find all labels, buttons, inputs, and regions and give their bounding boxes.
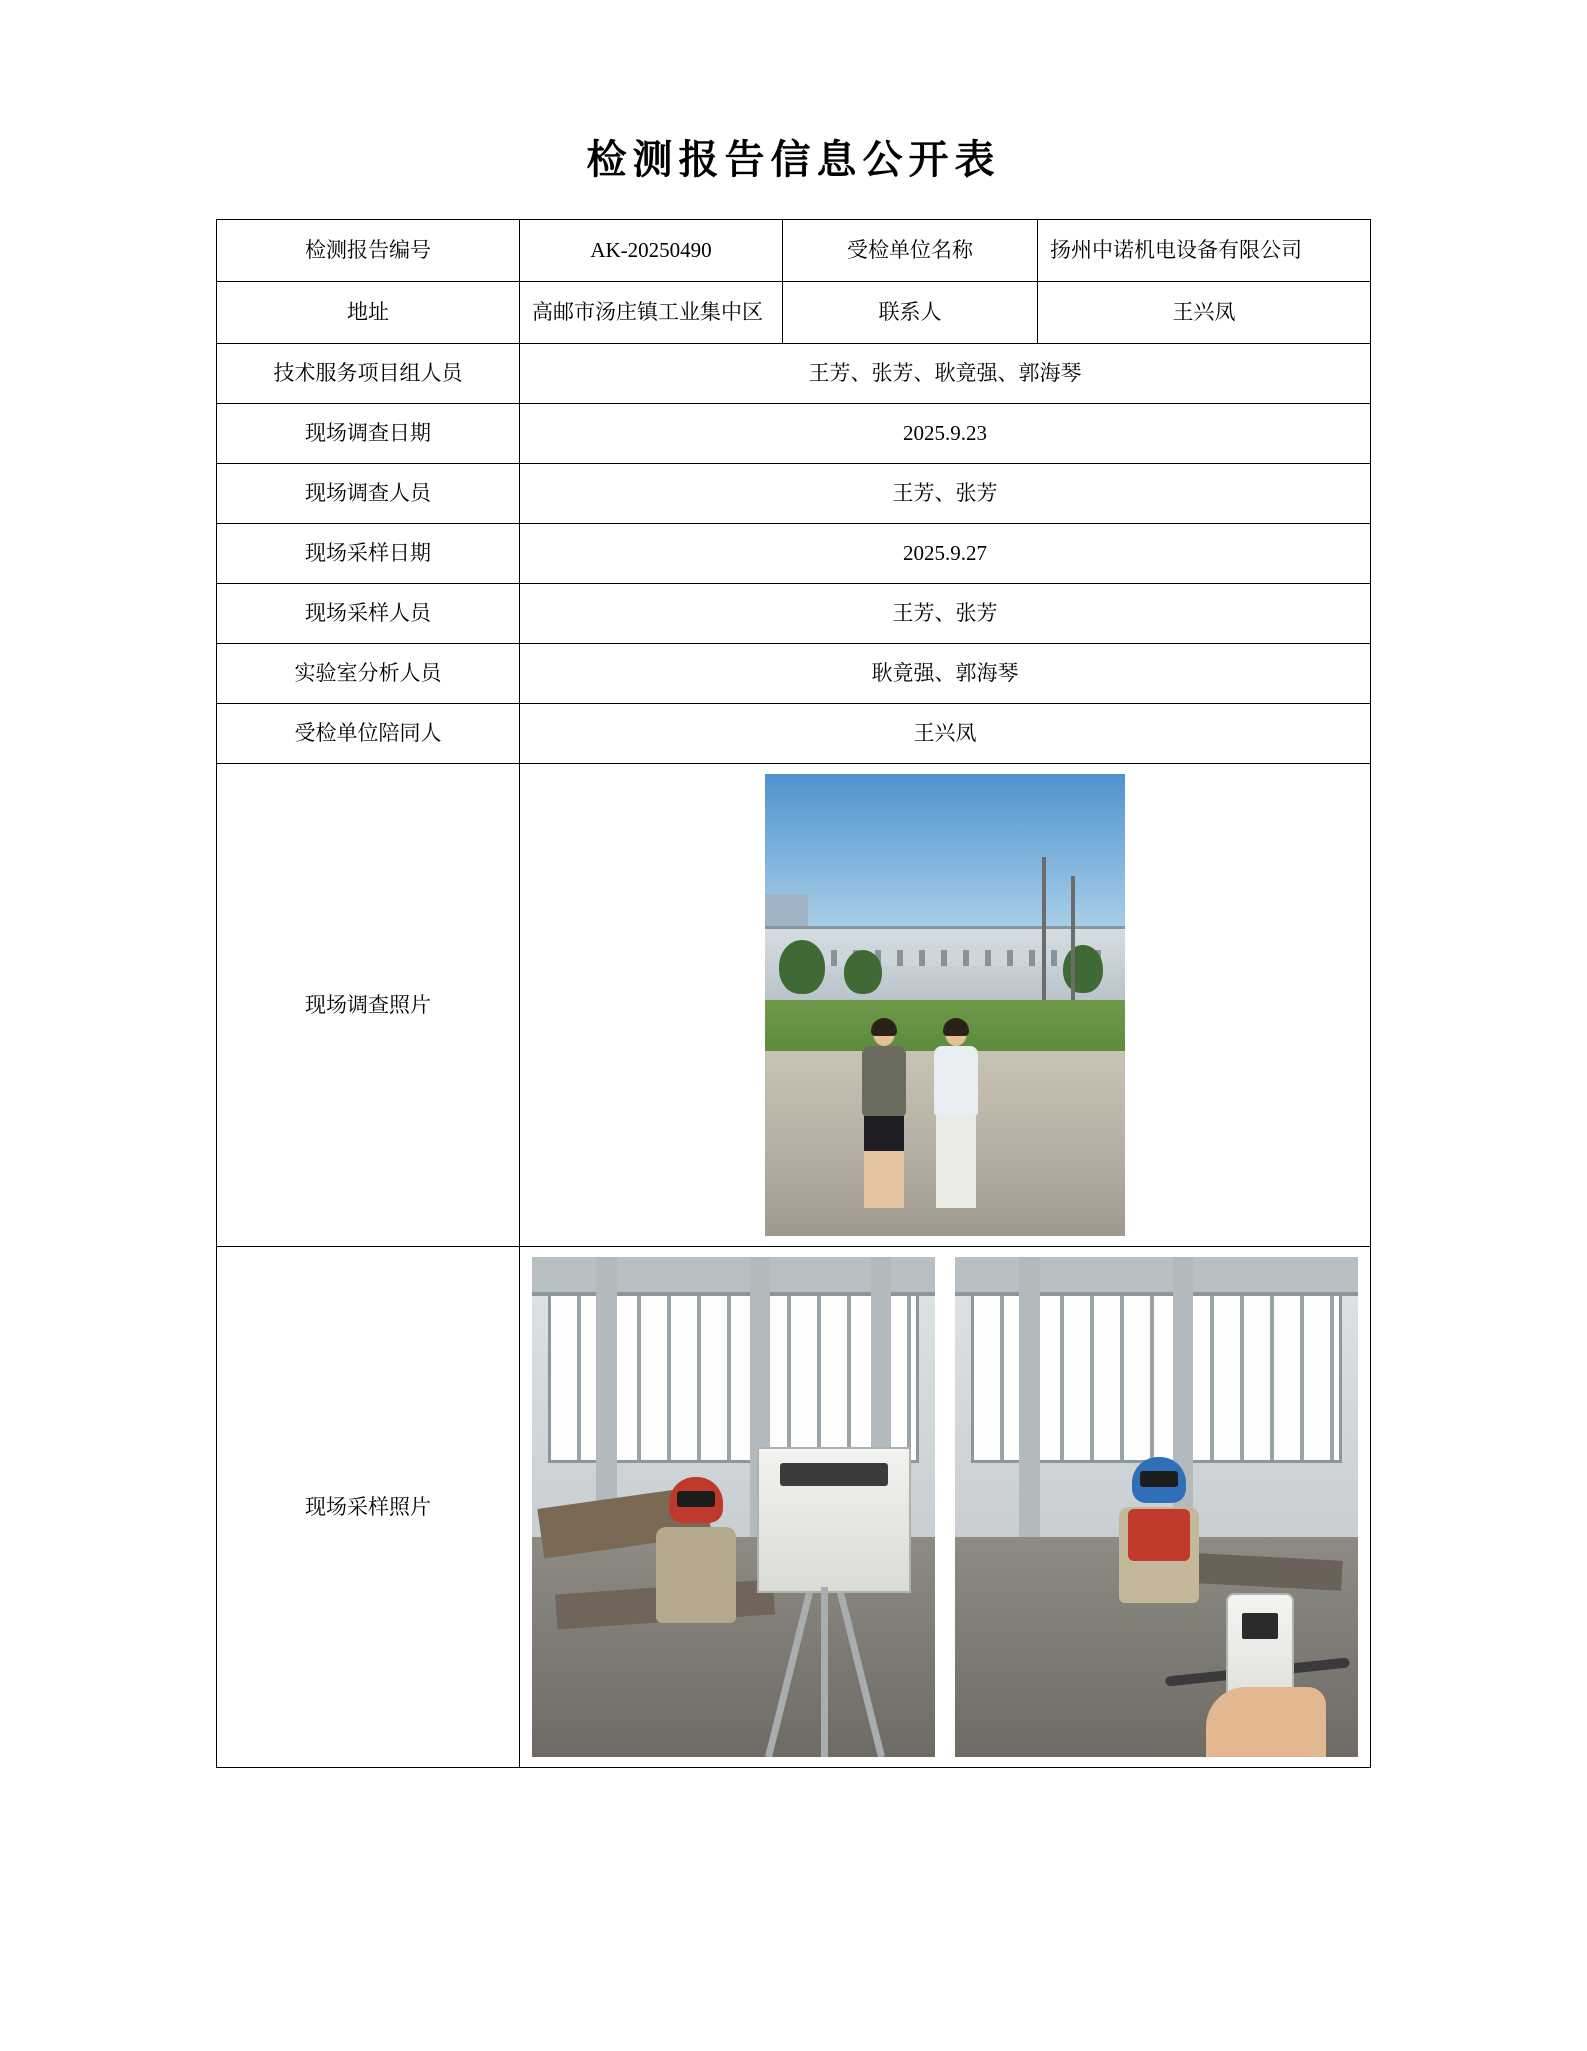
worker-figure: [653, 1477, 739, 1627]
tree-icon: [779, 940, 825, 994]
person-legs: [936, 1116, 976, 1208]
table-row: [217, 524, 1371, 584]
survey-photo: [765, 774, 1125, 1236]
sampling-instrument: [757, 1447, 911, 1593]
structural-column: [1019, 1257, 1039, 1547]
row-label-survey-photos: 现场调查照片: [217, 764, 520, 1247]
table-row-survey-photos: [217, 764, 1371, 1247]
table-row: [217, 282, 1371, 344]
row-value-survey-date: 2025.9.23: [520, 404, 1371, 464]
roof-beam: [955, 1257, 1358, 1296]
survey-photo-cell: [520, 764, 1371, 1247]
row-label-contact: 联系人: [783, 282, 1038, 344]
welding-helmet: [1132, 1457, 1186, 1503]
tripod-stand: [755, 1577, 895, 1757]
person-hair: [871, 1018, 897, 1036]
sampling-photo-pair: [532, 1257, 1358, 1757]
helmet-visor: [1140, 1471, 1178, 1487]
table-row: [217, 464, 1371, 524]
table-row: [217, 704, 1371, 764]
worker-body: [656, 1527, 736, 1623]
row-value-sampling-date: 2025.9.27: [520, 524, 1371, 584]
worker-figure: [1116, 1457, 1202, 1607]
person-hair: [943, 1018, 969, 1036]
operator-hand: [1206, 1687, 1326, 1757]
row-label-sampling-staff: 现场采样人员: [217, 584, 520, 644]
table-row-sampling-photos: [217, 1247, 1371, 1768]
report-table: [216, 219, 1371, 1768]
row-label-lab-staff: 实验室分析人员: [217, 644, 520, 704]
table-row: [217, 584, 1371, 644]
page-title: 检测报告信息公开表: [586, 136, 1001, 183]
person-figure: [934, 1020, 978, 1208]
row-label-team: 技术服务项目组人员: [217, 344, 520, 404]
row-label-address: 地址: [217, 282, 520, 344]
row-value-company: 扬州中诺机电设备有限公司: [1038, 220, 1371, 282]
tree-icon: [844, 950, 882, 994]
table-row: [217, 644, 1371, 704]
sampling-photo-left: [532, 1257, 935, 1757]
person-torso: [934, 1046, 978, 1116]
row-value-survey-staff: 王芳、张芳: [520, 464, 1371, 524]
table-row: [217, 220, 1371, 282]
sampling-photo-cell: [520, 1247, 1371, 1768]
tree-icon: [1063, 945, 1103, 993]
row-value-accompany: 王兴凤: [520, 704, 1371, 764]
row-label-accompany: 受检单位陪同人: [217, 704, 520, 764]
sampling-photo-right: [955, 1257, 1358, 1757]
person-figure: [862, 1020, 906, 1208]
row-label-sampling-photos: 现场采样照片: [217, 1247, 520, 1768]
row-value-report-no: AK-20250490: [520, 220, 783, 282]
row-value-address: 高邮市汤庄镇工业集中区: [520, 282, 783, 344]
row-value-lab-staff: 耿竟强、郭海琴: [520, 644, 1371, 704]
row-value-contact: 王兴凤: [1038, 282, 1371, 344]
person-legs: [864, 1116, 904, 1208]
row-label-survey-date: 现场调查日期: [217, 404, 520, 464]
person-torso: [862, 1046, 906, 1116]
row-value-sampling-staff: 王芳、张芳: [520, 584, 1371, 644]
welding-helmet: [669, 1477, 723, 1523]
helmet-visor: [677, 1491, 715, 1507]
worker-vest: [1128, 1509, 1190, 1561]
row-label-sampling-date: 现场采样日期: [217, 524, 520, 584]
row-label-survey-staff: 现场调查人员: [217, 464, 520, 524]
row-label-company: 受检单位名称: [783, 220, 1038, 282]
row-value-team: 王芳、张芳、耿竟强、郭海琴: [520, 344, 1371, 404]
utility-pole: [1042, 857, 1046, 1005]
utility-pole: [1071, 876, 1075, 1005]
person-head: [873, 1020, 895, 1046]
table-row: [217, 404, 1371, 464]
row-label-report-no: 检测报告编号: [217, 220, 520, 282]
table-row: [217, 344, 1371, 404]
person-head: [945, 1020, 967, 1046]
